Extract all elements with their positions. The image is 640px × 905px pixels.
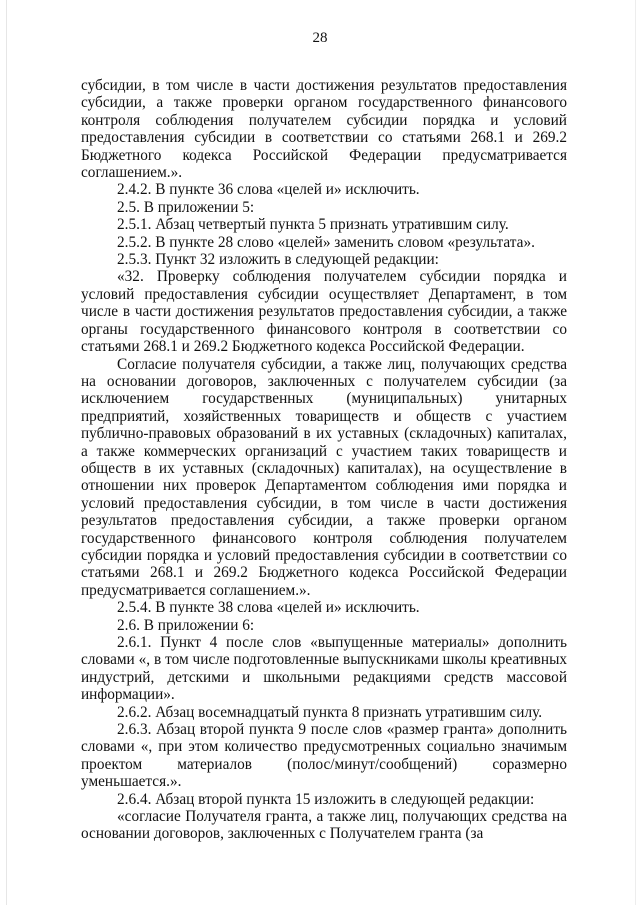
- paragraph: 2.5.3. Пункт 32 изложить в следующей редакции:: [117, 251, 439, 269]
- paragraph: 2.5.4. В пункте 38 слова «целей и» исключить.: [117, 599, 420, 617]
- paragraph: 2.6.4. Абзац второй пункта 15 изложить в следующей редакции:: [117, 790, 535, 808]
- paragraph: 2.6.1. Пункт 4 после слов «выпущенные материалы» дополнить словами «, в том числе подготовленные выпускниками школы креативных индустрий, детскими и школьными редакциями средств массовой информации».: [81, 634, 567, 704]
- paragraph: 2.6. В приложении 6:: [117, 616, 255, 634]
- paragraph: 2.6.2. Абзац восемнадцатый пункта 8 признать утратившим силу.: [117, 703, 543, 721]
- paragraph: 2.5.1. Абзац четвертый пункта 5 признать утратившим силу.: [117, 216, 509, 234]
- paragraph: 2.4.2. В пункте 36 слова «целей и» исключить.: [117, 181, 420, 199]
- paragraph: 2.6.3. Абзац второй пункта 9 после слов «размер гранта» дополнить словами «, при этом количество предусмотренных социально значимым проектом материалов (полос/минут/сообщений) соразмерно уменьшается.».: [81, 721, 567, 791]
- page-number: 28: [312, 30, 328, 46]
- scan-edge-left: [6, 0, 7, 905]
- paragraph: Согласие получателя субсидии, а также лиц, получающих средства на основании договоров, заключенных с получателем субсидии (за исключением государственных (муниципальных) унитарных предприятий, хозяйственных товариществ и обществ с участием публично-правовых образований в их уставных (складочных) капиталах, а также коммерческих организаций с участием таких товариществ и обществ в их уставных (складочных) капиталах), на осуществление в отношении них проверок Департаментом соблюдения ими порядка и условий предоставления субсидии, в том числе в части достижения результатов предоставления субсидии, а также проверки органом государственного финансового контроля соблюдения получателем субсидии порядка и условий предоставления субсидии в соответствии со статьями 268.1 и 269.2 Бюджетного кодекса Российской Федерации предусматривается соглашением.».: [81, 355, 567, 599]
- paragraph: «согласие Получателя гранта, а также лиц, получающих средства на основании договоров, заключенных с Получателем гранта (за: [81, 808, 567, 843]
- scan-edge-right: [635, 0, 636, 905]
- paragraph: 2.5.2. В пункте 28 слово «целей» заменить словом «результата».: [117, 233, 535, 251]
- document-body: [81, 77, 567, 843]
- paragraph: «32. Проверку соблюдения получателем субсидии порядка и условий предоставления субсидии осуществляет Департамент, в том числе в части достижения результатов предоставления субсидии, а также органы государственного финансового контроля в соответствии со статьями 268.1 и 269.2 Бюджетного кодекса Российской Федерации.: [81, 268, 567, 356]
- paragraph: 2.5. В приложении 5:: [117, 198, 255, 216]
- paragraph: субсидии, в том числе в части достижения результатов предоставления субсидии, а также проверки органом государственного финансового контроля соблюдения получателем субсидии порядка и условий предоставления субсидии в соответствии со статьями 268.1 и 269.2 Бюджетного кодекса Российской Федерации предусматривается соглашением.».: [81, 77, 567, 182]
